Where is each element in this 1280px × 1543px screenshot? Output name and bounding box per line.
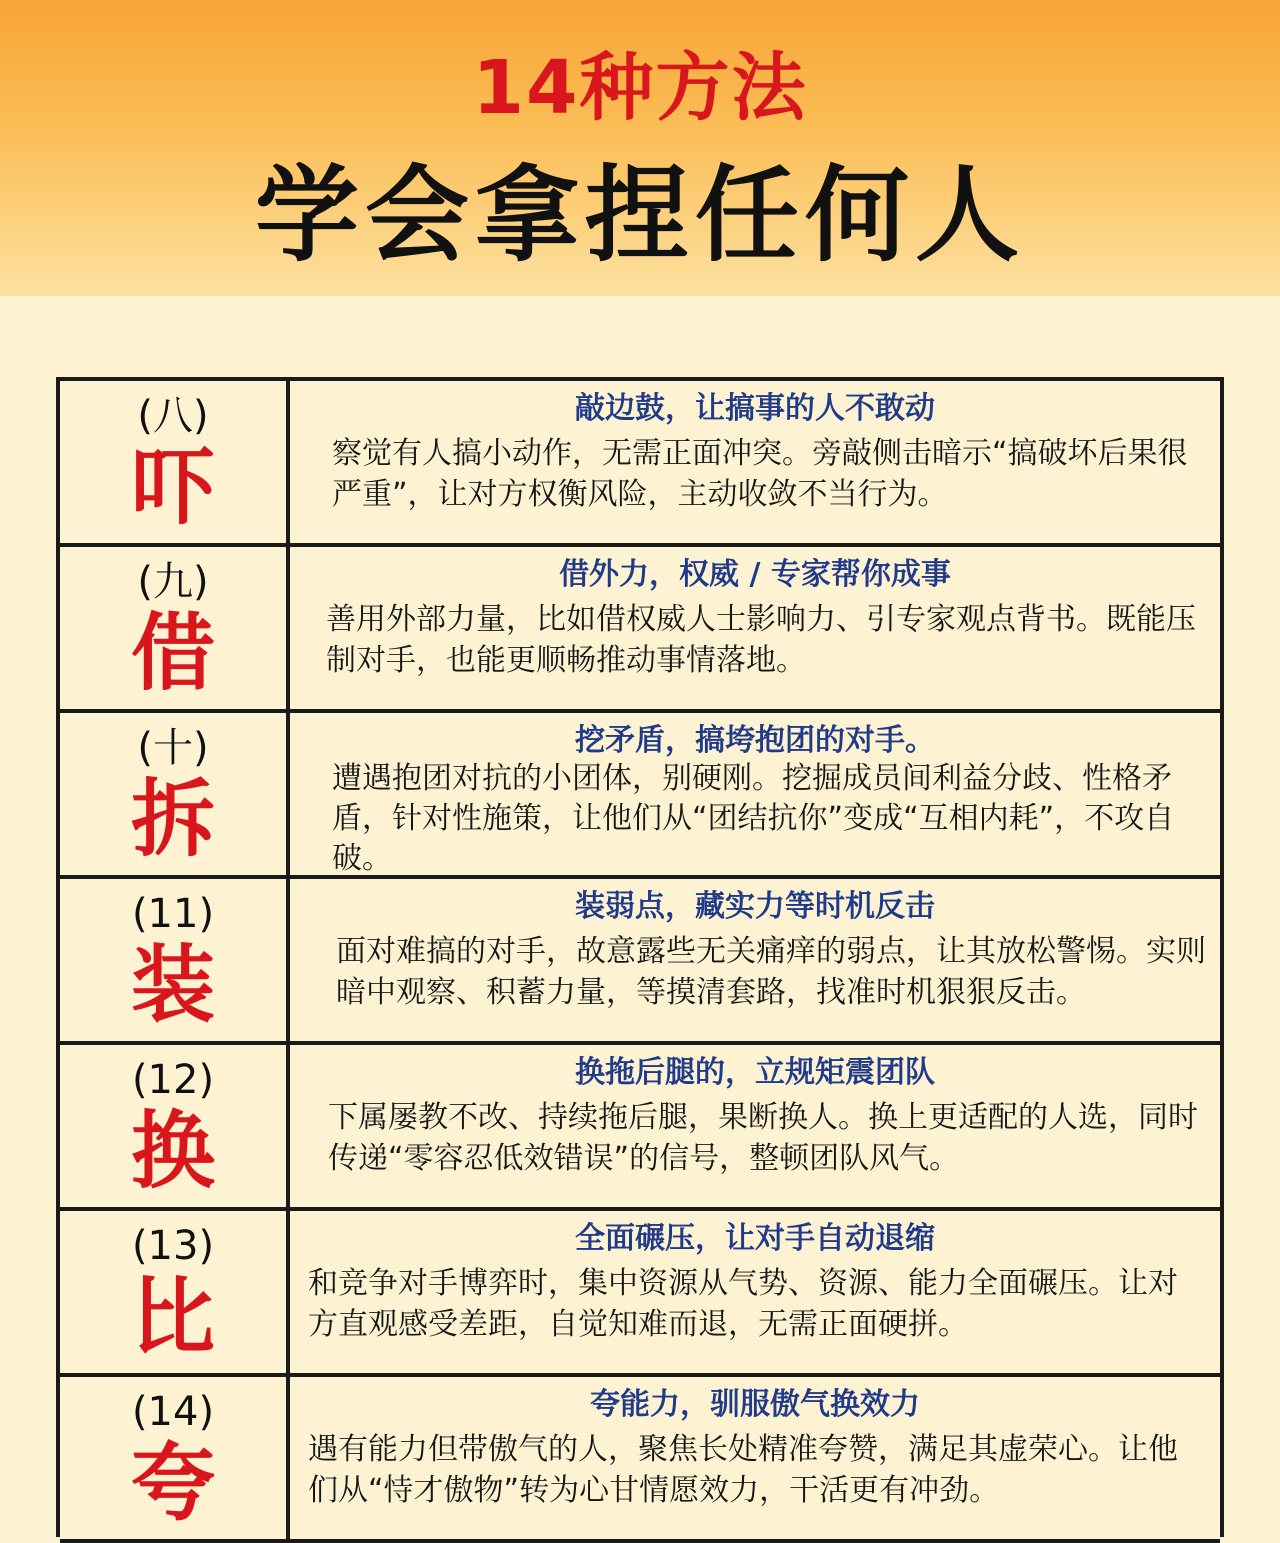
method-number: (13) [131,1223,215,1269]
method-label-cell [60,1211,290,1373]
method-label-cell [60,547,290,709]
method-headline: 夸能力，驯服傲气换效力 [590,1387,920,1422]
method-content-cell [290,879,1220,1041]
method-label-cell [60,381,290,543]
method-body: 面对难搞的对手，故意露些无关痛痒的弱点，让其放松警惕。实则暗中观察、积蓄力量，等摸清套路，找准时机狠狠反击。 [336,934,1206,1010]
method-number: (九) [137,559,209,605]
method-body: 善用外部力量，比如借权威人士影响力、引专家观点背书。既能压制对手，也能更顺畅推动事情落地。 [326,602,1196,678]
method-content-cell [290,547,1220,709]
method-content-cell [290,713,1220,875]
method-body: 察觉有人搞小动作，无需正面冲突。旁敲侧击暗示“搞破坏后果很严重”，让对方权衡风险，主动收敛不当行为。 [332,436,1188,512]
method-number: (11) [131,891,215,937]
method-number: (十) [137,725,209,771]
method-char: 吓 [130,438,215,536]
table-row [60,547,1220,713]
table-row [60,713,1220,879]
table-row [60,1211,1220,1377]
table-row [60,1377,1220,1543]
method-number: (14) [131,1389,215,1435]
method-label-cell [60,1377,290,1539]
title-line-1: 14种方法 [472,45,808,131]
method-char: 装 [130,936,215,1034]
method-char: 夸 [130,1434,215,1532]
method-content-cell [290,1377,1220,1539]
method-body: 和竞争对手博弈时，集中资源从气势、资源、能力全面碾压。让对方直观感受差距，自觉知难而退，无需正面硬拼。 [308,1266,1178,1342]
table-row [60,879,1220,1045]
method-headline: 装弱点，藏实力等时机反击 [575,889,935,924]
table-row [60,381,1220,547]
method-headline: 借外力，权威 / 专家帮你成事 [559,557,951,592]
method-content-cell [290,1045,1220,1207]
method-label-cell [60,713,290,875]
table-row [60,1045,1220,1211]
method-label-cell [60,1045,290,1207]
method-headline: 敲边鼓，让搞事的人不敢动 [575,391,935,426]
method-body: 下属屡教不改、持续拖后腿，果断换人。换上更适配的人选，同时传递“零容忍低效错误”的信号，整顿团队风气。 [328,1100,1198,1176]
method-number: (八) [137,393,209,439]
method-label-cell [60,879,290,1041]
method-char: 换 [130,1102,215,1200]
method-headline: 挖矛盾，搞垮抱团的对手。 [575,723,935,758]
header-banner [0,0,1280,296]
methods-table [56,377,1224,1537]
method-headline: 全面碾压，让对手自动退缩 [575,1221,935,1256]
title-line-2: 学会拿捏任何人 [254,154,1025,276]
method-content-cell [290,381,1220,543]
method-char: 拆 [130,770,215,868]
method-char: 借 [130,604,215,702]
method-headline: 换拖后腿的，立规矩震团队 [575,1055,935,1090]
method-body: 遇有能力但带傲气的人，聚焦长处精准夸赞，满足其虚荣心。让他们从“恃才傲物”转为心甘情愿效力，干活更有冲劲。 [308,1432,1178,1508]
method-content-cell [290,1211,1220,1373]
method-body: 遭遇抱团对抗的小团体，别硬刚。挖掘成员间利益分歧、性格矛盾，针对性施策，让他们从“团结抗你”变成“互相内耗”，不攻自破。 [332,761,1175,876]
method-char: 比 [130,1268,215,1366]
method-number: (12) [131,1057,215,1103]
